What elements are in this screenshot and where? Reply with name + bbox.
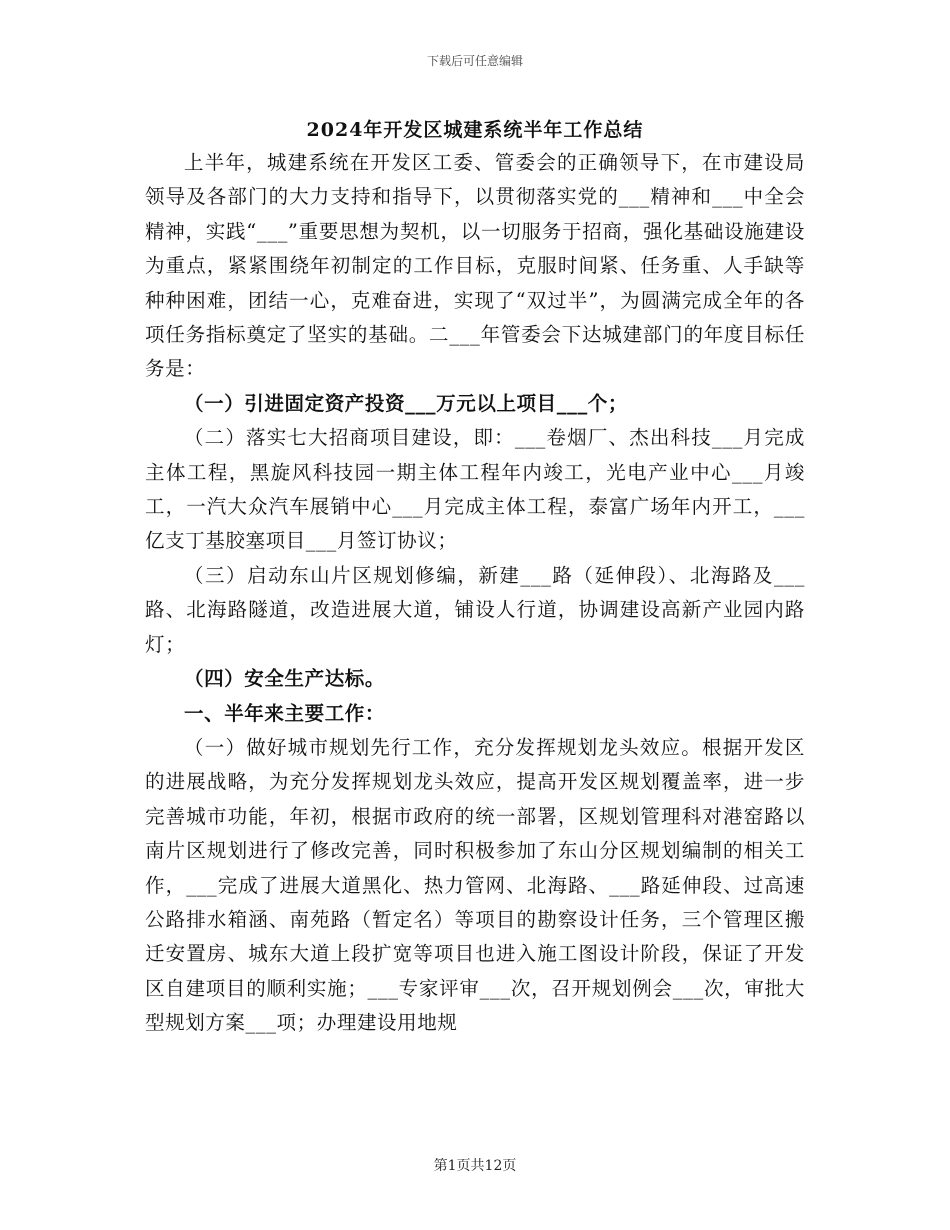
document-title: 2024年开发区城建系统半年工作总结 bbox=[306, 119, 644, 141]
page-footer: 第1页共12页 bbox=[433, 1158, 517, 1174]
document-body bbox=[145, 146, 805, 1041]
header-note: 下载后可任意编辑 bbox=[426, 54, 523, 68]
target-item-2: （二）落实七大招商项目建设，即：___卷烟厂、杰出科技___月完成主体工程，黑旋风科技园一期主体工程年内竣工，光电产业中心___月竣工，一汽大众汽车展销中心___月完成主体工程，泰富广场年内开工，___亿支丁基胶塞项目___月签订协议； bbox=[145, 426, 805, 553]
section-heading-1: 一、半年来主要工作： bbox=[184, 701, 386, 725]
target-item-1: （一）引进固定资产投资___万元以上项目___个； bbox=[184, 391, 629, 415]
work-paragraph-1: （一）做好城市规划先行工作，充分发挥规划龙头效应。根据开发区的进展战略，为充分发挥规划龙头效应，提高开发区规划覆盖率，进一步完善城市功能，年初，根据市政府的统一部署，区规划管理科对港窑路以南片区规划进行了修改完善，同时积极参加了东山分区规划编制的相关工作，___完成了进展大道黑化、热力管网、北海路、___路延伸段、过高速公路排水箱涵、南苑路（暂定名）等项目的勘察设计任务，三个管理区搬迁安置房、城东大道上段扩宽等项目也进入施工图设计阶段，保证了开发区自建项目的顺利实施；___专家评审___次，召开规划例会___次，审批大型规划方案___项；办理建设用地规 bbox=[145, 735, 805, 1035]
intro-paragraph: 上半年，城建系统在开发区工委、管委会的正确领导下，在市建设局领导及各部门的大力支持和指导下，以贯彻落实党的___精神和___中全会精神，实践“___”重要思想为契机，以一切服务于招商，强化基础设施建设为重点，紧紧围绕年初制定的工作目标，克服时间紧、任务重、人手缺等种种困难，团结一心，克难奋进，实现了“双过半”，为圆满完成全年的各项任务指标奠定了坚实的基础。二___年管委会下达城建部门的年度目标任务是： bbox=[145, 151, 805, 381]
target-item-3: （三）启动东山片区规划修编，新建___路（延伸段）、北海路及___路、北海路隧道，改造进展大道，铺设人行道，协调建设高新产业园内路灯； bbox=[145, 563, 805, 656]
target-item-4: （四）安全生产达标。 bbox=[184, 667, 386, 691]
